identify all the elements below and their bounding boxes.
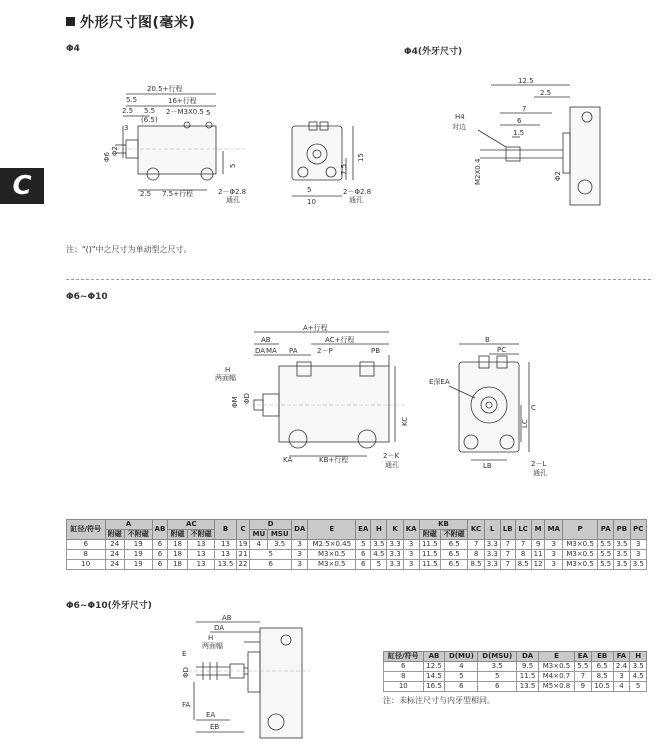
th-ac: AC — [168, 520, 215, 530]
dim-2-5: 2.5 — [122, 107, 134, 115]
cell: 19 — [125, 550, 153, 560]
dim-ac: AC+行程 — [325, 336, 355, 344]
cell: 6 — [152, 550, 168, 560]
dim-m3: 2－M3X0.5 — [166, 108, 204, 116]
cell: M3×0.5 — [563, 560, 598, 570]
cell: 6 — [152, 560, 168, 570]
cell: 5.5 — [575, 662, 592, 672]
note-bottom: 注：未标注尺寸与内牙型相同。 — [383, 696, 495, 705]
cell: 14.5 — [423, 672, 445, 682]
dim-5-5: 5.5 — [126, 96, 138, 104]
th-a: A — [105, 520, 152, 530]
dim-phid: ΦD — [243, 393, 251, 404]
th-lb: LB — [500, 520, 515, 540]
cell: 24 — [105, 560, 125, 570]
th-b: B — [215, 520, 236, 540]
bullet-square-icon — [66, 17, 75, 26]
th-ext-h: H — [630, 652, 647, 662]
cell: 13 — [215, 540, 236, 550]
th-a-mag: 附磁 — [105, 530, 125, 540]
th-d: D — [250, 520, 292, 530]
dim-hole-end: 2－Φ2.8 — [343, 188, 372, 196]
th-pa: PA — [598, 520, 614, 540]
th-p: P — [563, 520, 598, 540]
cell: 11.5 — [419, 540, 440, 550]
dim-5-right: 5 — [229, 163, 237, 168]
th-da: DA — [292, 520, 308, 540]
cell: 12 — [531, 560, 545, 570]
cell: 8 — [384, 672, 424, 682]
cell: 3 — [403, 560, 419, 570]
table-row — [384, 662, 647, 672]
section-phi6-10: Φ6~Φ10 — [66, 292, 108, 302]
dim-ab: AB — [261, 336, 271, 344]
cell: 6 — [67, 540, 106, 550]
dim-lb: LB — [483, 462, 492, 470]
dim-5-5b: 5.5 — [144, 107, 156, 115]
dim-2l: 2－L — [531, 460, 547, 468]
dim-20-5: 20.5+行程 — [147, 85, 183, 93]
th-a-nomag: 不附磁 — [125, 530, 153, 540]
cell: 8 — [468, 550, 484, 560]
dim-a: A+行程 — [303, 324, 328, 332]
th-ab: AB — [152, 520, 168, 540]
dim-phim: ΦM — [231, 396, 239, 408]
dim-kb: KB+行程 — [319, 456, 349, 464]
drawing-phi4-end — [283, 118, 393, 213]
cell: 3 — [403, 540, 419, 550]
cell: 3 — [545, 560, 563, 570]
cell: 3.3 — [387, 540, 403, 550]
th-ac-mag: 附磁 — [168, 530, 188, 540]
cell: M3×0.5 — [539, 662, 575, 672]
cell: 8 — [515, 550, 531, 560]
cell: 9 — [575, 682, 592, 692]
cell: 7 — [500, 540, 515, 550]
dim-ab-ext: AB — [222, 614, 232, 622]
cell: 3.3 — [484, 550, 500, 560]
cell: 3.3 — [484, 540, 500, 550]
cell: M3×0.5 — [563, 550, 598, 560]
cell: 6 — [478, 682, 517, 692]
dim-7-5: 7.5+行程 — [162, 190, 193, 198]
th-ac-nomag: 不附磁 — [187, 530, 215, 540]
cell: 13 — [187, 540, 215, 550]
cell: 4 — [250, 540, 268, 550]
th-kb-mag: 附磁 — [419, 530, 440, 540]
cell: 13.5 — [215, 560, 236, 570]
cell: 5 — [630, 682, 647, 692]
th-kb: KB — [419, 520, 468, 530]
cell: 10 — [67, 560, 106, 570]
cell: 24 — [105, 550, 125, 560]
dim-5-top: 5 — [206, 109, 211, 117]
cell: 6 — [356, 550, 371, 560]
cell: 12.5 — [423, 662, 445, 672]
th-k: K — [387, 520, 403, 540]
dim-phi6: Φ6 — [103, 152, 111, 162]
section-phi4: Φ4 — [66, 44, 80, 54]
cell: 6 — [250, 560, 292, 570]
th-lc: LC — [515, 520, 531, 540]
dim-hole: 2－Φ2.8 — [218, 188, 247, 196]
cell: 6 — [445, 682, 478, 692]
dim-1-5: 1.5 — [513, 129, 525, 137]
cell: 21 — [236, 550, 250, 560]
dim-ea-ext: EA — [206, 711, 216, 719]
cell: 8.5 — [468, 560, 484, 570]
table-row — [384, 672, 647, 682]
th-pb: PB — [614, 520, 630, 540]
divider — [66, 279, 651, 280]
th-ext-dmsu: D(MSU) — [478, 652, 517, 662]
cell: 5 — [356, 540, 371, 550]
cell: 3.5 — [268, 540, 292, 550]
dim-phi2: Φ2 — [111, 146, 119, 156]
cell: 19 — [125, 540, 153, 550]
cell: M3×0.5 — [563, 540, 598, 550]
cell: 6 — [152, 540, 168, 550]
dim-ka: KA — [283, 456, 293, 464]
drawing-phi6-ext — [170, 612, 320, 742]
cell: 11.5 — [419, 560, 440, 570]
th-ext-eb: EB — [591, 652, 613, 662]
cell: 4 — [613, 682, 630, 692]
cell: 3 — [613, 672, 630, 682]
cell: 5.5 — [598, 540, 614, 550]
cell: 2.4 — [613, 662, 630, 672]
th-ea: EA — [356, 520, 371, 540]
cell: 3 — [545, 550, 563, 560]
dim-15-end: 15 — [357, 153, 365, 162]
note-top: 注："()"中之尺寸为单动型之尺寸。 — [66, 245, 192, 254]
dim-6-5: (6.5) — [141, 116, 158, 124]
cell: 8.5 — [515, 560, 531, 570]
cell: 5 — [250, 550, 292, 560]
cell: 3.3 — [484, 560, 500, 570]
dim-through-end6: 通孔 — [533, 469, 547, 477]
dim-12-5: 12.5 — [518, 77, 534, 85]
dim-10-end: 10 — [307, 198, 316, 206]
dim-2k: 2－K — [383, 452, 400, 460]
drawing-phi4-ext — [440, 75, 610, 215]
th-pc: PC — [630, 520, 646, 540]
spec-table-ext — [383, 651, 647, 692]
th-kb-nomag: 不附磁 — [440, 530, 468, 540]
page-title: 外形尺寸图(毫米) — [66, 12, 195, 32]
cell: M5×0.8 — [539, 682, 575, 692]
dim-6: 6 — [517, 117, 522, 125]
cell: 6 — [356, 560, 371, 570]
dim-da-ext: DA — [214, 624, 225, 632]
table-row — [384, 682, 647, 692]
cell: 11 — [531, 550, 545, 560]
dim-h-ext: H — [208, 634, 214, 642]
cell: 13 — [187, 550, 215, 560]
cell: 18 — [168, 560, 188, 570]
dim-pc: PC — [497, 346, 507, 354]
th-d-mu: MU — [250, 530, 268, 540]
dim-m2: M2X0.4 — [474, 158, 482, 185]
dim-2p: 2－P — [317, 347, 333, 355]
dim-pb: PB — [371, 347, 381, 355]
cell: 18 — [168, 540, 188, 550]
dim-c: C — [531, 404, 536, 412]
th-ext-ea: EA — [575, 652, 592, 662]
cell: 3.5 — [478, 662, 517, 672]
th-ma: MA — [545, 520, 563, 540]
dim-eb: EB — [210, 723, 220, 731]
cell: 19 — [236, 540, 250, 550]
cell: 3.5 — [614, 550, 630, 560]
th-m: M — [531, 520, 545, 540]
cell: M4×0.7 — [539, 672, 575, 682]
cell: 6.5 — [440, 560, 468, 570]
th-ka: KA — [403, 520, 419, 540]
cell: 3.5 — [630, 560, 646, 570]
spec-table-main — [66, 519, 647, 570]
drawing-phi6-side — [205, 322, 415, 472]
th-ext-bore: 缸径/符号 — [384, 652, 424, 662]
cell: 3 — [630, 540, 646, 550]
cell: 6.5 — [591, 662, 613, 672]
dim-pa: PA — [289, 347, 298, 355]
cell: 11.5 — [419, 550, 440, 560]
th-bore: 缸径/符号 — [67, 520, 106, 540]
cell: 3.3 — [387, 560, 403, 570]
cell: 6.5 — [440, 540, 468, 550]
cell: 10 — [384, 682, 424, 692]
dim-e-ext: E — [182, 650, 187, 658]
drawing-phi4-side — [95, 78, 255, 213]
cell: 3 — [630, 550, 646, 560]
cell: M2.5×0.45 — [308, 540, 356, 550]
dim-7: 7 — [522, 105, 527, 113]
cell: 3 — [403, 550, 419, 560]
dim-kc: KC — [401, 416, 409, 426]
dim-3: 3 — [124, 124, 129, 132]
cell: 13 — [187, 560, 215, 570]
dim-phi2-ext: Φ2 — [554, 171, 562, 181]
table-row — [67, 560, 647, 570]
cell: 7 — [468, 540, 484, 550]
cell: 3.5 — [371, 540, 387, 550]
th-l: L — [484, 520, 500, 540]
cell: 5 — [478, 672, 517, 682]
dim-across-flats: 对边 — [452, 123, 466, 131]
cell: 3.5 — [614, 540, 630, 550]
th-ext-da: DA — [517, 652, 539, 662]
cell: 3 — [292, 560, 308, 570]
dim-7-5-end: 7.5 — [340, 163, 348, 175]
th-ext-e: E — [539, 652, 575, 662]
cell: 3.5 — [630, 662, 647, 672]
th-ext-dmu: D(MU) — [445, 652, 478, 662]
cell: 18 — [168, 550, 188, 560]
dim-through-6: 通孔 — [385, 461, 399, 469]
dim-h4: H4 — [455, 113, 465, 121]
cell: 3.3 — [387, 550, 403, 560]
dim-5-end: 5 — [307, 186, 312, 194]
th-ext-ab: AB — [423, 652, 445, 662]
table-row — [67, 550, 647, 560]
dim-lc: LC — [521, 419, 529, 428]
cell: 22 — [236, 560, 250, 570]
th-ext-fa: FA — [613, 652, 630, 662]
drawing-phi6-end — [425, 330, 555, 480]
dim-2-5-ext: 2.5 — [540, 89, 552, 97]
dim-ma: MA — [266, 347, 277, 355]
cell: 3 — [545, 540, 563, 550]
th-d-msu: MSU — [268, 530, 292, 540]
side-tab-c: C — [0, 168, 44, 204]
dim-through: 通孔 — [226, 196, 240, 204]
dim-e-depth: E深EA — [429, 378, 450, 386]
cell: 5.5 — [598, 550, 614, 560]
cell: 7 — [515, 540, 531, 550]
dim-across-flats-ext: 两面幅 — [202, 642, 223, 650]
th-h: H — [371, 520, 387, 540]
cell: 7 — [500, 560, 515, 570]
cell: 7 — [575, 672, 592, 682]
cell: 5.5 — [598, 560, 614, 570]
cell: 5 — [371, 560, 387, 570]
th-kc: KC — [468, 520, 484, 540]
dim-b: B — [485, 336, 490, 344]
dim-16: 16+行程 — [168, 97, 197, 105]
dim-da: DA — [255, 347, 266, 355]
dim-through-end: 通孔 — [349, 196, 363, 204]
cell: 13.5 — [517, 682, 539, 692]
section-phi4-ext: Φ4(外牙尺寸) — [404, 47, 463, 57]
cell: 19 — [125, 560, 153, 570]
cell: M3×0.5 — [308, 560, 356, 570]
cell: 4.5 — [630, 672, 647, 682]
cell: 4 — [445, 662, 478, 672]
cell: 3 — [292, 540, 308, 550]
dim-h: H — [225, 366, 231, 374]
cell: 16.5 — [423, 682, 445, 692]
cell: 7 — [500, 550, 515, 560]
cell: 9.5 — [517, 662, 539, 672]
th-c: C — [236, 520, 250, 540]
cell: 4.5 — [371, 550, 387, 560]
section-phi6-10-ext: Φ6~Φ10(外牙尺寸) — [66, 601, 152, 611]
dim-across-flats-6: 两面幅 — [215, 374, 236, 382]
cell: 8 — [67, 550, 106, 560]
cell: 13 — [215, 550, 236, 560]
cell: 3.5 — [614, 560, 630, 570]
cell: 6 — [384, 662, 424, 672]
cell: 6.5 — [440, 550, 468, 560]
cell: M3×0.5 — [308, 550, 356, 560]
cell: 9 — [531, 540, 545, 550]
dim-2-5b: 2.5 — [140, 190, 152, 198]
cell: 11.5 — [517, 672, 539, 682]
cell: 8.5 — [591, 672, 613, 682]
cell: 24 — [105, 540, 125, 550]
cell: 5 — [445, 672, 478, 682]
cell: 3 — [292, 550, 308, 560]
th-e: E — [308, 520, 356, 540]
dim-phid-ext: ΦD — [182, 667, 190, 678]
table-row — [67, 540, 647, 550]
cell: 10.5 — [591, 682, 613, 692]
dim-fa: FA — [182, 701, 191, 709]
